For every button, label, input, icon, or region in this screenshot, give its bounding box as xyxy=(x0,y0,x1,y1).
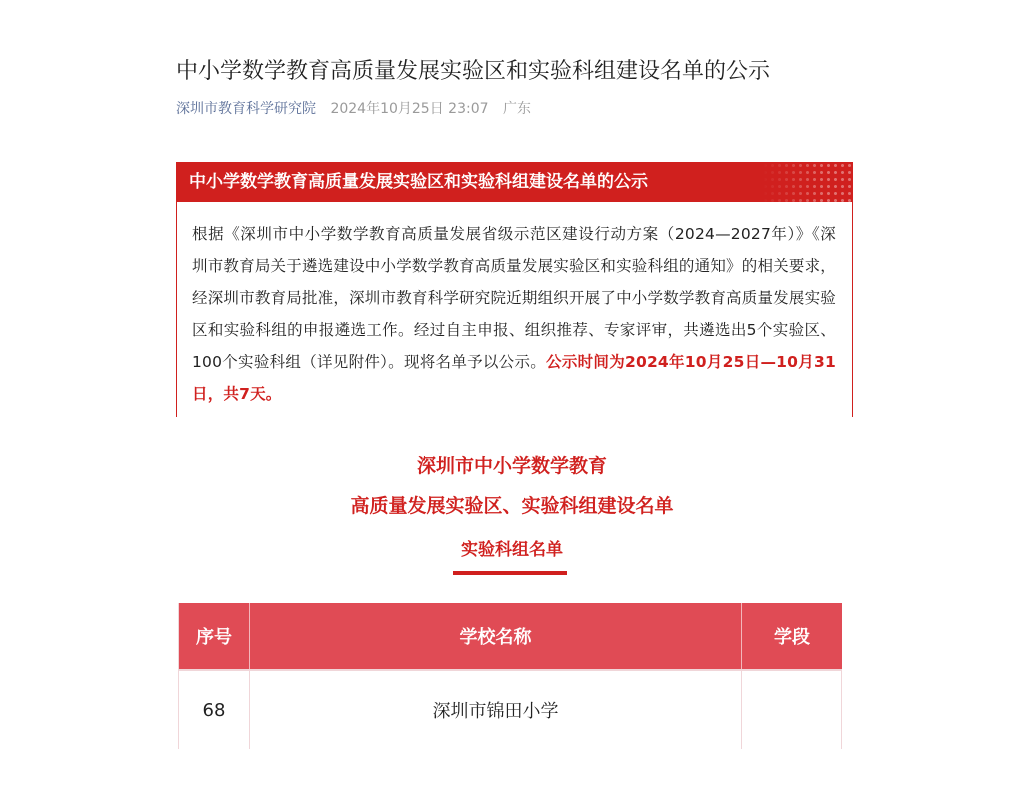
header-school-name: 学校名称 xyxy=(250,603,742,669)
table-row xyxy=(178,669,842,749)
list-title-line1: 深圳市中小学数学教育 xyxy=(416,455,607,477)
cell-school-level xyxy=(742,671,842,749)
header-school-level: 学段 xyxy=(774,627,810,648)
cell-school-name: 深圳市锦田小学 xyxy=(250,671,742,749)
article-title: 中小学数学教育高质量发展实验区和实验科组建设名单的公示 xyxy=(176,59,771,84)
notice-text: 根据《深圳市中小学数学教育高质量发展省级示范区建设行动方案（2024—2027年）》《深圳市教育局关于遴选建设中小学数学教育高质量发展实验区和实验科组的通知》的相关要求，经深圳市教育局批准，深圳市教育科学研究院近期组织开展了中小学数学教育高质量发展实验区和实验科组的申报遴选工作。经过自主申报、组织推荐、专家评审，共遴选出5个实验区、100个实验科组（详见附件）。现将名单予以公示。 xyxy=(192,225,836,371)
header-index: 序号 xyxy=(178,603,250,669)
notice-highlight: 公示时间为2024年10月25日—10月31日，共7天。 xyxy=(192,353,836,403)
notice-body xyxy=(177,202,852,410)
article-meta xyxy=(176,99,531,119)
cell-index: 68 xyxy=(178,671,250,749)
subtitle-underline xyxy=(453,571,567,575)
group-list-table xyxy=(178,603,842,749)
list-title-line2: 高质量发展实验区、实验科组建设名单 xyxy=(350,495,674,517)
publish-location: 广东 xyxy=(502,101,531,117)
notice-header xyxy=(177,162,852,202)
notice-heading: 中小学数学教育高质量发展实验区和实验科组建设名单的公示 xyxy=(189,172,648,192)
table-header-row xyxy=(178,603,842,669)
list-subtitle: 实验科组名单 xyxy=(461,540,563,560)
publish-date: 2024年10月25日 23:07 xyxy=(330,101,489,117)
notice-box xyxy=(176,162,853,417)
account-name-link[interactable]: 深圳市教育科学研究院 xyxy=(176,101,316,117)
decorative-dot-pattern xyxy=(762,162,852,202)
